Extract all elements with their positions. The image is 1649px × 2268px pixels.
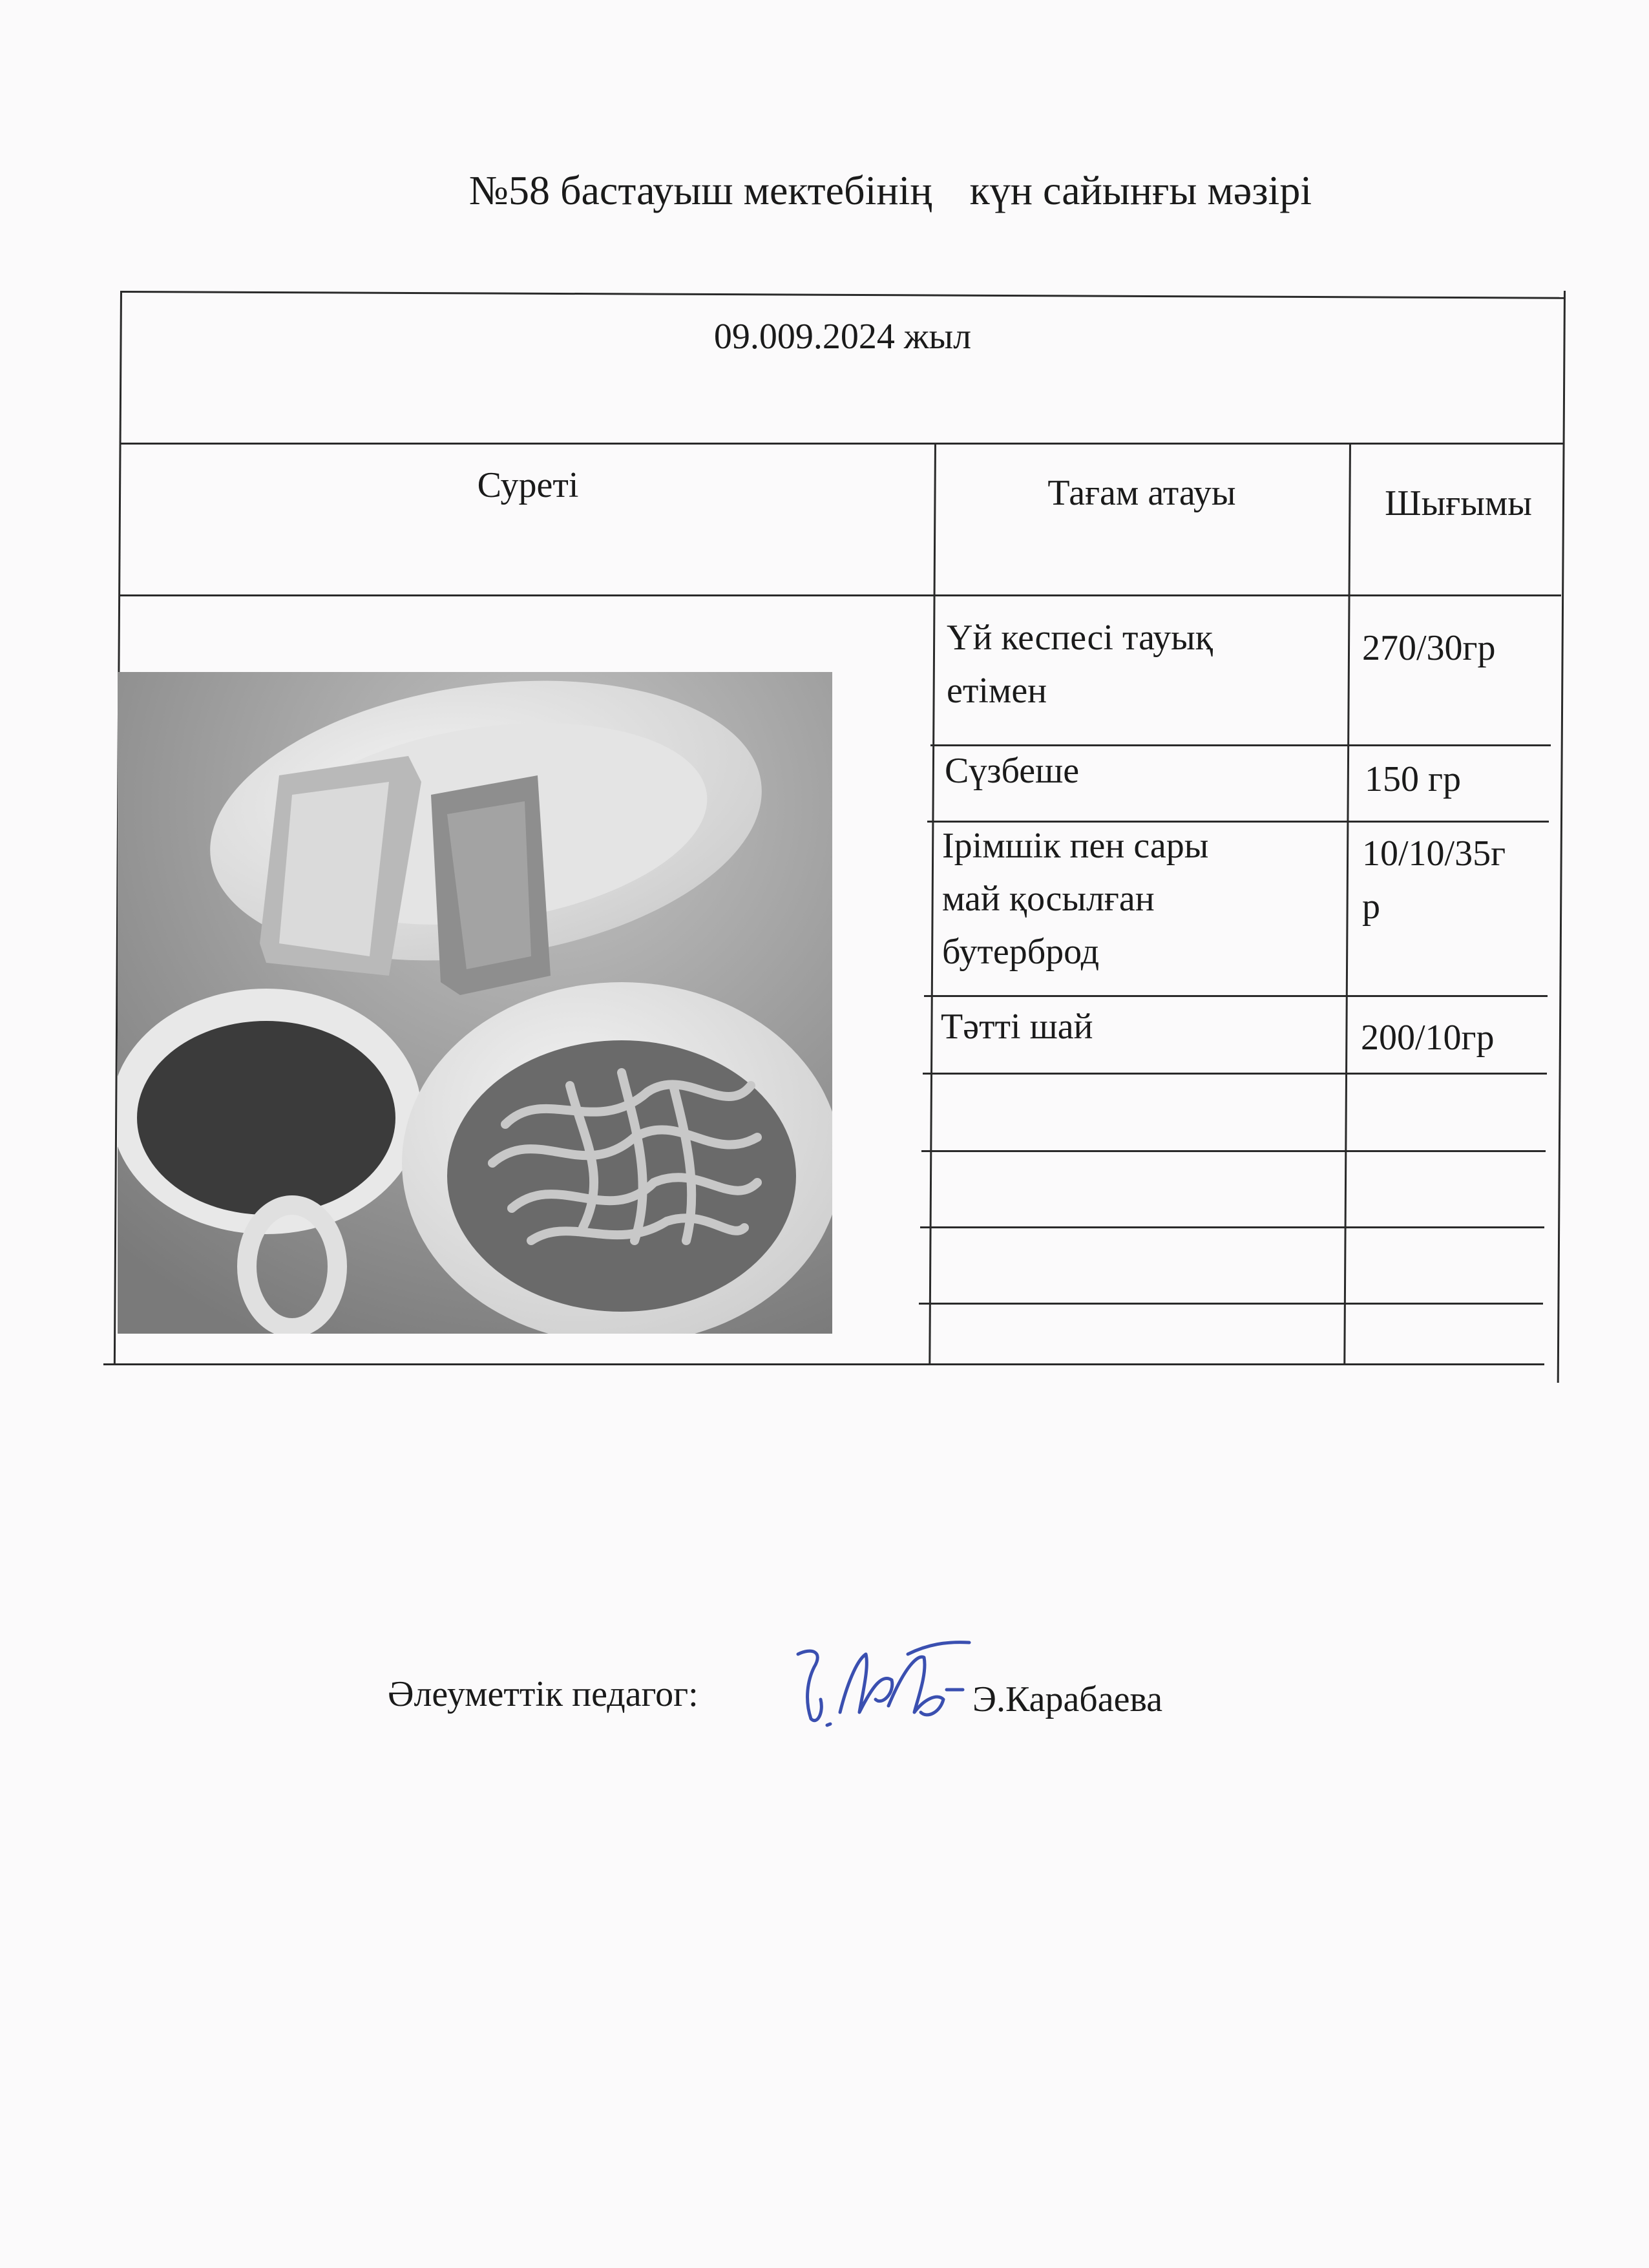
header-dish-name: Тағам атауы bbox=[1047, 473, 1236, 513]
portion-row-3: 10/10/35г р bbox=[1362, 834, 1506, 927]
document-title bbox=[1, 167, 1649, 215]
dish-name-row-1: Үй кеспесі тауық етімен bbox=[947, 618, 1213, 711]
signer-name: Э.Карабаева bbox=[972, 1679, 1163, 1719]
school-name: №58 бастауыш мектебінің bbox=[468, 167, 932, 213]
portion-row-4: 200/10гр bbox=[1361, 1018, 1495, 1058]
header-portion: Шығымы bbox=[1385, 483, 1532, 523]
menu-date: 09.009.2024 жыл bbox=[713, 317, 972, 357]
portion-row-2: 150 гр bbox=[1365, 759, 1461, 799]
dish-name-row-2: Сүзбеше bbox=[945, 751, 1080, 791]
menu-title: күн сайынғы мәзірі bbox=[969, 167, 1312, 213]
dish-name-row-4: Тәтті шай bbox=[941, 1007, 1093, 1047]
signer-role: Әлеуметтік педагог: bbox=[388, 1674, 698, 1714]
signature bbox=[785, 1628, 979, 1738]
meal-photo bbox=[118, 672, 832, 1334]
header-photo: Суреті bbox=[477, 465, 579, 505]
dish-name-row-3: Ірімшік пен сары май қосылған бутерброд bbox=[942, 826, 1209, 972]
portion-row-1: 270/30гр bbox=[1362, 628, 1496, 668]
